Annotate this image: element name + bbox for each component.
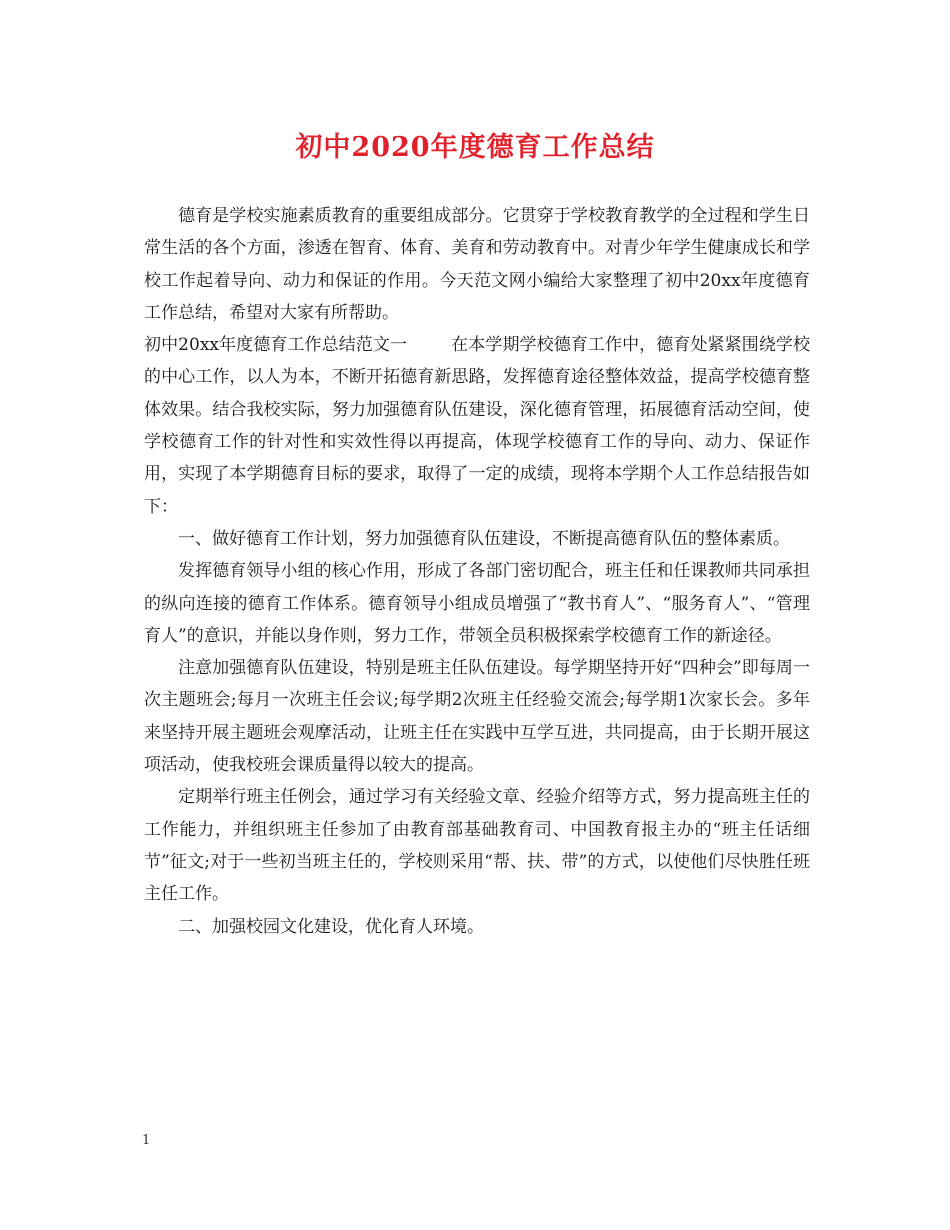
paragraph-1: 发挥德育领导小组的核心作用，形成了各部门密切配合，班主任和任课教师共同承担的纵向连接的德育工作体系。德育领导小组成员增强了“教书育人”、“服务育人”、“管理育人”的意识，并能以身作则，努力工作，带领全员积极探索学校德育工作的新途径。 (144, 561, 810, 646)
sample-body: 在本学期学校德育工作中，德育处紧紧围绕学校的中心工作，以人为本，不断开拓德育新思路，发挥德育途径整体效益，提高学校德育整体效果。结合我校实际，努力加强德育队伍建设，深化德育管理，拓展德育活动空间，使学校德育工作的针对性和实效性得以再提高，体现学校德育工作的导向、动力、保证作用，实现了本学期德育目标的要求，取得了一定的成绩，现将本学期个人工作总结报告如下： (144, 335, 811, 517)
section-2-heading: 二、加强校园文化建设，优化育人环境。 (178, 916, 484, 937)
document-title: 初中2020年度德育工作总结 (295, 132, 655, 163)
section-1-heading: 一、做好德育工作计划，努力加强德育队伍建设，不断提高德育队伍的整体素质。 (178, 528, 790, 549)
paragraph-2: 注意加强德育队伍建设，特别是班主任队伍建设。每学期坚持开好“四种会”即每周一次主题班会;每月一次班主任会议;每学期2次班主任经验交流会;每学期1次家长会。多年来坚持开展主题班会观摩活动，让班主任在实践中互学互进，共同提高，由于长期开展这项活动，使我校班会课质量得以较大的提高。 (144, 658, 810, 776)
intro-paragraph: 德育是学校实施素质教育的重要组成部分。它贯穿于学校教育教学的全过程和学生日常生活的各个方面，渗透在智育、体育、美育和劳动教育中。对青少年学生健康成长和学校工作起着导向、动力和保证的作用。今天范文网小编给大家整理了初中20xx年度德育工作总结，希望对大家有所帮助。 (144, 206, 810, 323)
sample-paragraph (144, 329, 810, 523)
document-body (144, 200, 810, 943)
paragraph-3: 定期举行班主任例会，通过学习有关经验文章、经验介绍等方式，努力提高班主任的工作能力，并组织班主任参加了由教育部基础教育司、中国教育报主办的“班主任话细节”征文;对于一些初当班主任的，学校则采用“帮、扶、带”的方式，以使他们尽快胜任班主任工作。 (144, 787, 810, 905)
page-number: 1 (142, 1133, 151, 1148)
sample-heading: 初中20xx年度德育工作总结范文一 (144, 335, 408, 356)
